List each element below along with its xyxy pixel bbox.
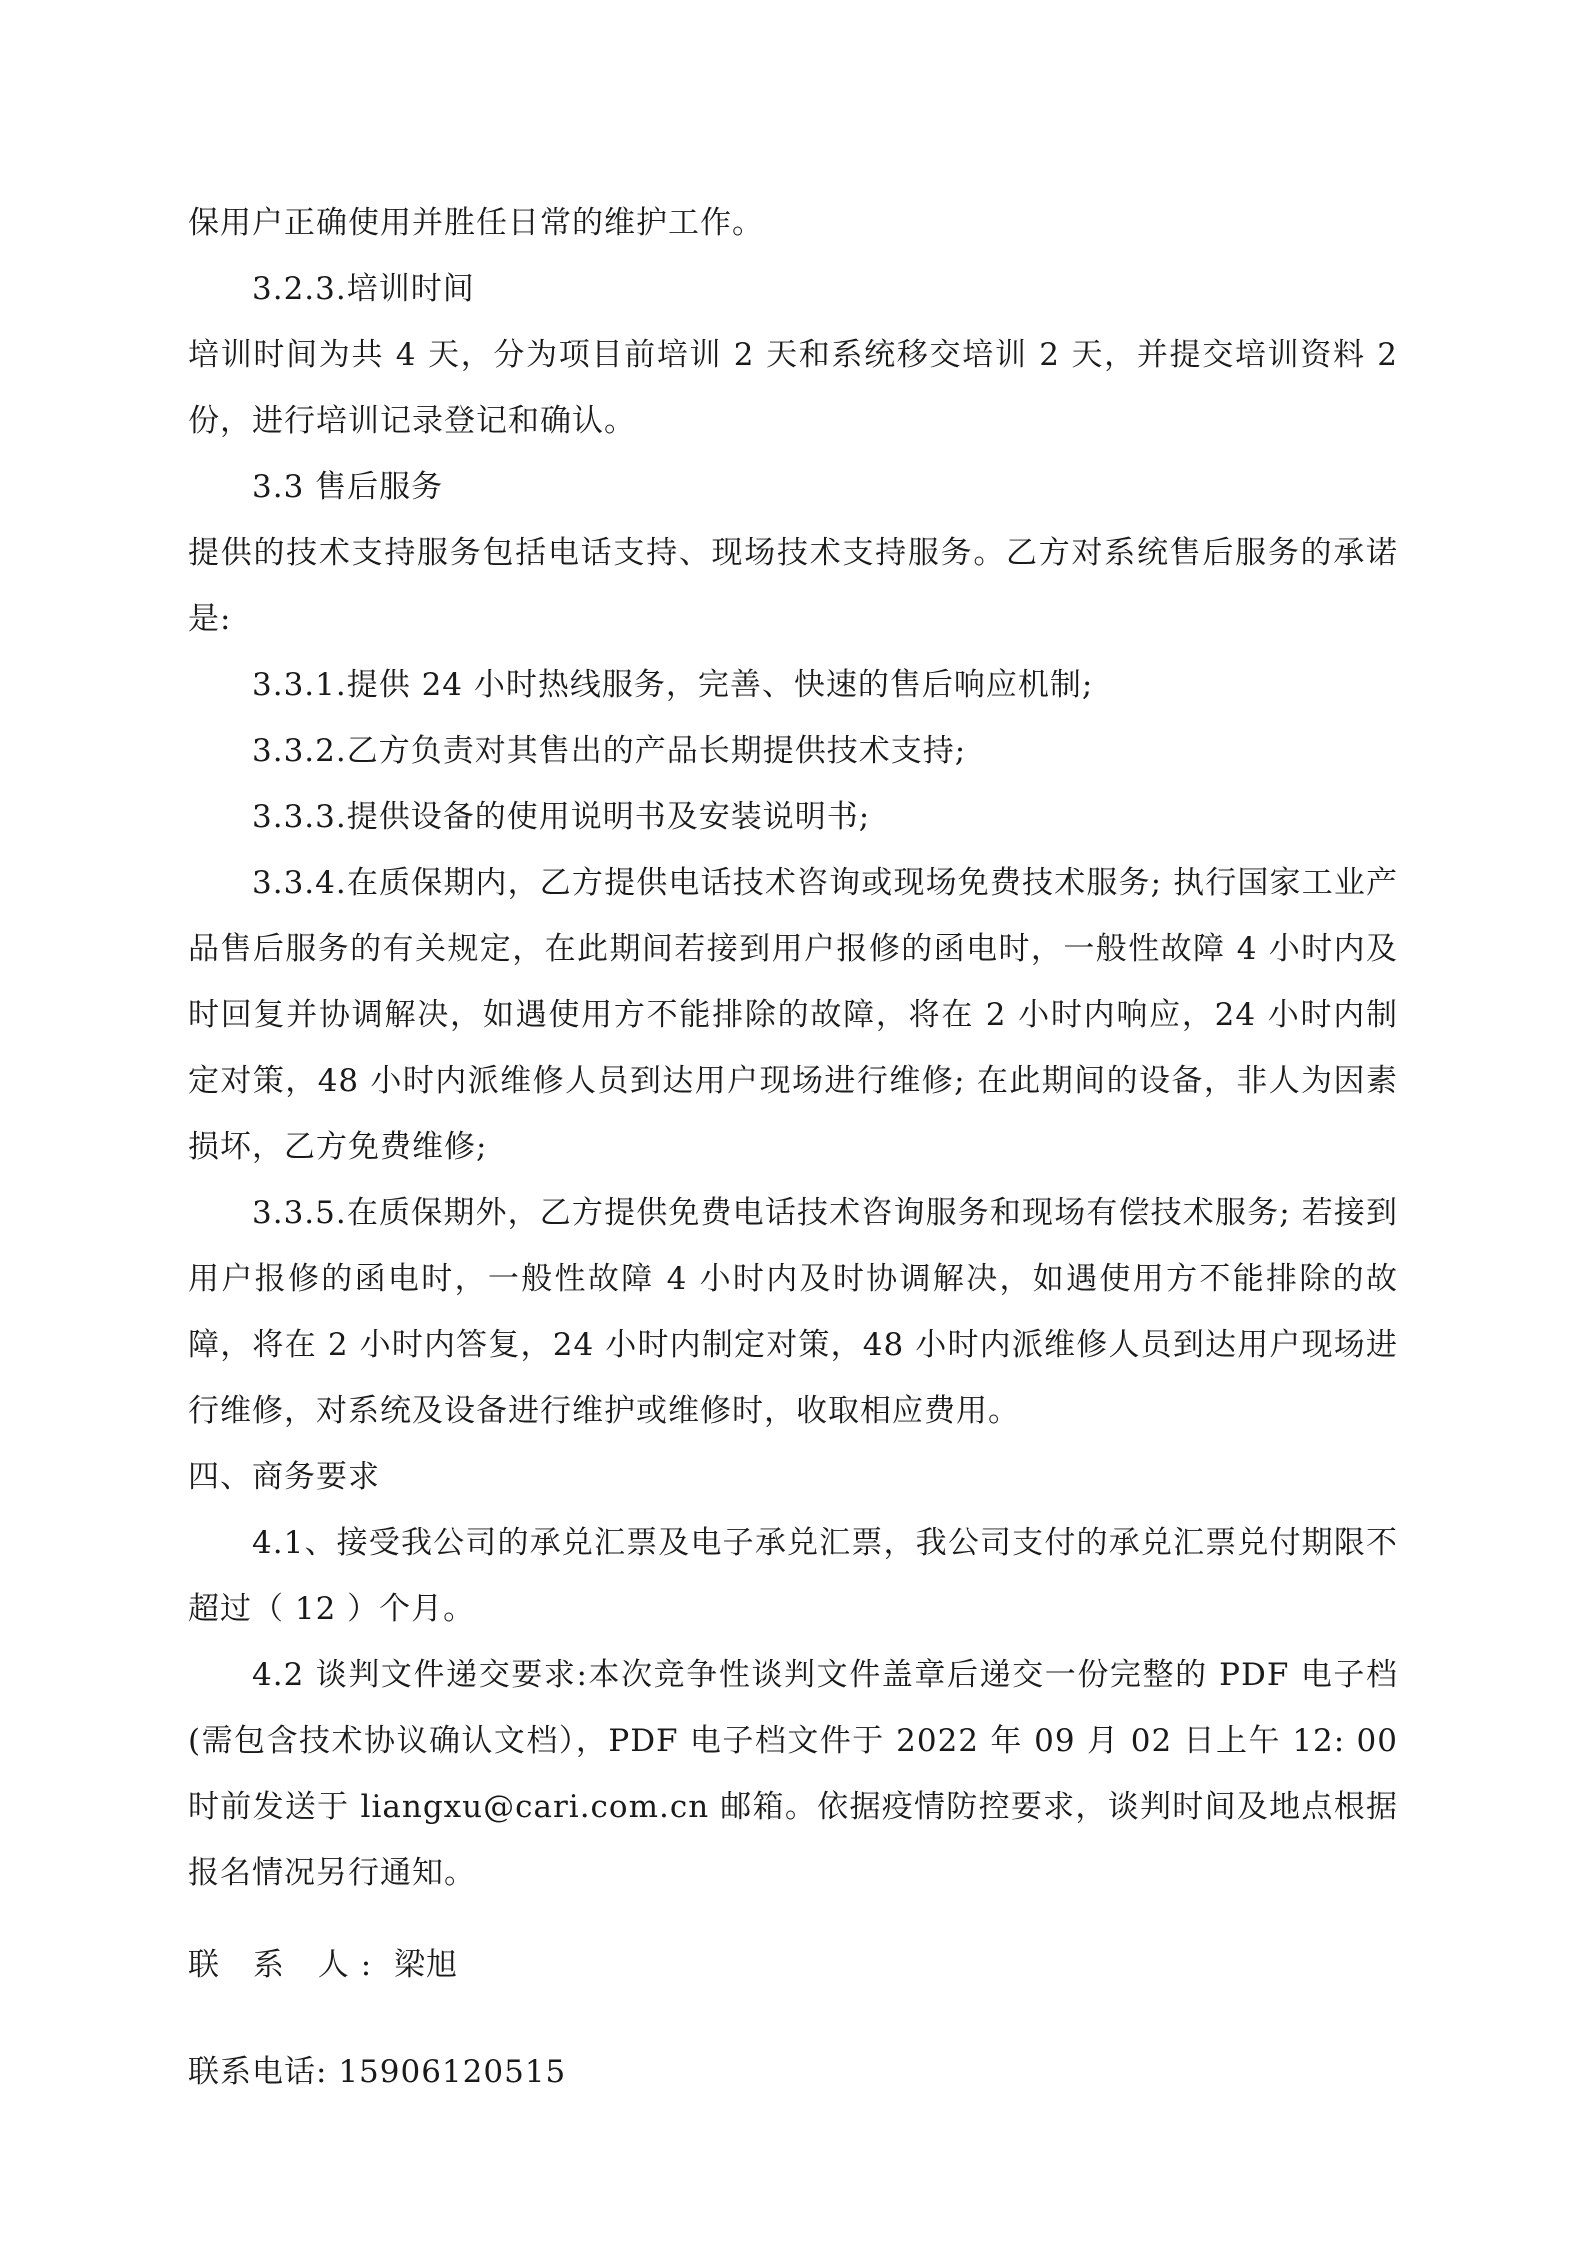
heading-after-sales: 3.3 售后服务	[252, 469, 444, 505]
contact-person-name: 梁旭	[394, 1947, 459, 1983]
paragraph-4-2: 4.2 谈判文件递交要求:本次竞争性谈判文件盖章后递交一份完整的 PDF 电子档(需包含技术协议确认文档），PDF 电子档文件于 2022 年 09 月 02 日上午 12: 00 时前发送于 liangxu@cari.com.cn 邮箱。依据疫情防控要求，谈判时间及地点根据报名情况另行通知。	[188, 1657, 1398, 1891]
paragraph-maintenance-tail: 保用户正确使用并胜任日常的维护工作。	[188, 205, 764, 241]
heading-business-requirements: 四、商务要求	[188, 1459, 380, 1495]
contact-person	[188, 1945, 1398, 1985]
paragraph-4-1: 4.1、接受我公司的承兑汇票及电子承兑汇票，我公司支付的承兑汇票兑付期限不超过（ 12 ）个月。	[188, 1525, 1398, 1627]
paragraph-3-3-3: 3.3.3.提供设备的使用说明书及安装说明书;	[252, 799, 871, 835]
paragraph-3-3-4: 3.3.4.在质保期内，乙方提供电话技术咨询或现场免费技术服务; 执行国家工业产品售后服务的有关规定，在此期间若接到用户报修的函电时，一般性故障 4 小时内及时回复并协调解决，如遇使用方不能排除的故障，将在 2 小时内响应，24 小时内制定对策，48 小时内派维修人员到达用户现场进行维修; 在此期间的设备，非人为因素损坏，乙方免费维修;	[188, 865, 1398, 1165]
paragraph-training-time: 培训时间为共 4 天，分为项目前培训 2 天和系统移交培训 2 天，并提交培训资料 2 份，进行培训记录登记和确认。	[188, 337, 1398, 439]
contact-phone	[188, 2052, 1398, 2092]
paragraph-3-3-1: 3.3.1.提供 24 小时热线服务，完善、快速的售后响应机制;	[252, 667, 1094, 703]
contact-phone-label: 联系电话:	[188, 2054, 328, 2090]
contact-person-label: 联 系 人:	[188, 1947, 384, 1983]
paragraph-3-3-5: 3.3.5.在质保期外，乙方提供免费电话技术咨询服务和现场有偿技术服务; 若接到用户报修的函电时，一般性故障 4 小时内及时协调解决，如遇使用方不能排除的故障，将在 2 小时内答复，24 小时内制定对策，48 小时内派维修人员到达用户现场进行维修，对系统及设备进行维护或维修时，收取相应费用。	[188, 1195, 1398, 1429]
paragraph-after-sales-intro: 提供的技术支持服务包括电话支持、现场技术支持服务。乙方对系统售后服务的承诺是:	[188, 535, 1398, 637]
document-body	[188, 190, 1398, 1906]
contact-phone-number: 15906120515	[338, 2054, 567, 2090]
heading-training-time: 3.2.3.培训时间	[252, 271, 475, 307]
paragraph-3-3-2: 3.3.2.乙方负责对其售出的产品长期提供技术支持;	[252, 733, 967, 769]
